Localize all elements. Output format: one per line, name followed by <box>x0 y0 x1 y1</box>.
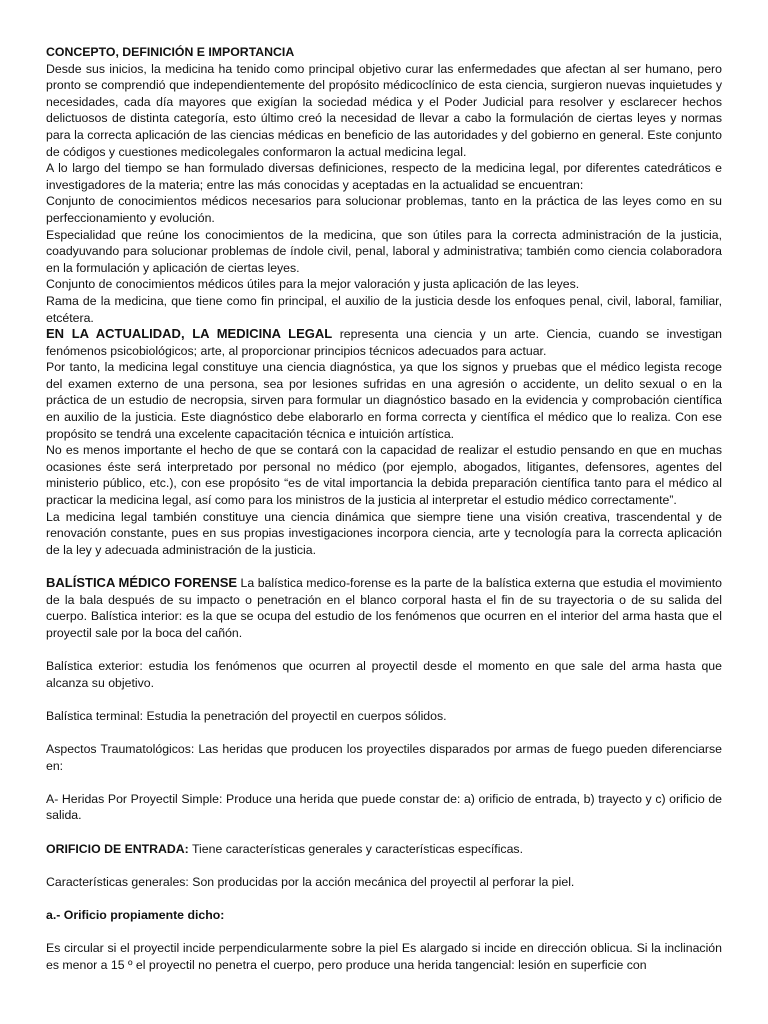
paragraph-text: representa una ciencia y un arte. Ciencia, cuando se investigan fenómenos psicobiológicos; arte, al proporcionar principios técnicos adecuados para actuar. <box>46 327 723 358</box>
document-page <box>46 44 722 973</box>
paragraph: Balística exterior: estudia los fenómenos que ocurren al proyectil desde el momento en que sale del arma hasta que alcanza su objetivo. <box>46 658 722 690</box>
paragraph: Es circular si el proyectil incide perpendicularmente sobre la piel Es alargado si incide en dirección oblicua. Si la inclinación es menor a 15 º el proyectil no penetra el cuerpo, pero produce una herida tangencial: lesión en superficie con <box>46 941 722 972</box>
paragraph: Rama de la medicina, que tiene como fin principal, el auxilio de la justicia desde los enfoques penal, civil, laboral, familiar, etcétera. <box>46 293 722 325</box>
bold-lead-orificio: ORIFICIO DE ENTRADA: <box>46 841 189 856</box>
paragraph: Características generales: Son producidas por la acción mecánica del proyectil al perforar la piel. <box>46 874 575 889</box>
paragraph-orificio <box>46 841 722 858</box>
section-heading: CONCEPTO, DEFINICIÓN E IMPORTANCIA <box>46 45 295 59</box>
paragraph: Por tanto, la medicina legal constituye una ciencia diagnóstica, ya que los signos y pruebas que el médico legista recoge del examen externo de una persona, sea por lesiones sufridas en una agresión o accidente, un delito sexual o en la práctica de un estudio de necropsia, sirven para formular un diagnóstico basado en la evidencia y comprobación científica en auxilio de la justicia. Este diagnóstico debe elaborarlo en forma correcta y científica el médico que lo realiza. Con ese propósito se tendrá una excelente capacitación técnica e intuición artística. <box>46 360 722 441</box>
paragraph-balistica <box>46 575 722 641</box>
paragraph: No es menos importante el hecho de que se contará con la capacidad de realizar el estudio pensando en que en muchas ocasiones éste será interpretado por personal no médico (por ejemplo, abogados, litigantes, defensores, agentes del ministerio público, etc.), con ese propósito “es de vital importancia la debida preparación científica tanto para el médico al practicar la medicina legal, así como para los ministros de la justicia al interpretar el estudio médico correctamente”. <box>46 443 722 508</box>
paragraph: La medicina legal también constituye una ciencia dinámica que siempre tiene una visión creativa, trascendental y de renovación constante, pues en sus propias investigaciones incorpora ciencia, arte y tecnología para la correcta aplicación de la ley y adecuada administración de la justicia. <box>46 509 722 557</box>
subheading: a.- Orificio propiamente dicho: <box>46 907 225 922</box>
paragraph: Conjunto de conocimientos médicos útiles para la mejor valoración y justa aplicación de las leyes. <box>46 277 580 292</box>
paragraph: Conjunto de conocimientos médicos necesarios para solucionar problemas, tanto en la práctica de las leyes como en su perfeccionamiento y evolución. <box>46 194 722 225</box>
paragraph: Desde sus inicios, la medicina ha tenido como principal objetivo curar las enfermedades que afectan al ser humano, pero pronto se comprendió que independientemente del propósito médicoclínico de esta ciencia, surgieron nuevas inquietudes y necesidades, cada día mayores que exigían la sociedad médica y el Poder Judicial para resolver y esclarecer hechos delictuosos de distinta categoría, esto último creó la necesidad de llevar a cabo la formulación de ciertas leyes y normas para la correcta aplicación de las ciencias médicas en beneficio de las autoridades y del gobierno en general. Este conjunto de códigos y cuestiones medicolegales conformaron la actual medicina legal. <box>46 61 722 159</box>
paragraph: A lo largo del tiempo se han formulado diversas definiciones, respecto de la medicina legal, por diferentes catedráticos e investigadores de la materia; entre las más conocidas y aceptadas en la actualidad se encuentran: <box>46 161 722 192</box>
paragraph-actualidad <box>46 326 722 359</box>
paragraph-text: La balística medico-forense es la parte de la balística externa que estudia el movimiento de la bala después de su impacto o penetración en el blanco corporal hasta el fin de su trayectoria o de su salida del cuerpo. Balística interior: es la que se ocupa del estudio de los fenómenos que ocurren en el interior del arma hasta que el proyectil sale por la boca del cañón. <box>46 576 722 640</box>
paragraph: Aspectos Traumatológicos: Las heridas que producen los proyectiles disparados por armas de fuego pueden diferenciarse en: <box>46 741 722 773</box>
paragraph-text: Tiene características generales y características específicas. <box>188 841 523 856</box>
paragraph: Especialidad que reúne los conocimientos de la medicina, que son útiles para la correcta administración de la justicia, coadyuvando para solucionar problemas de índole civil, penal, laboral y administrativa; también como ciencia colaboradora en la formulación y aplicación de ciertas leyes. <box>46 227 722 275</box>
bold-lead-balistica: BALÍSTICA MÉDICO FORENSE <box>46 575 238 590</box>
bold-lead-actualidad: EN LA ACTUALIDAD, LA MEDICINA LEGAL <box>46 326 333 342</box>
paragraph: A- Heridas Por Proyectil Simple: Produce una herida que puede constar de: a) orificio de entrada, b) trayecto y c) orificio de salida. <box>46 791 722 823</box>
paragraph: Balística terminal: Estudia la penetración del proyectil en cuerpos sólidos. <box>46 708 447 723</box>
